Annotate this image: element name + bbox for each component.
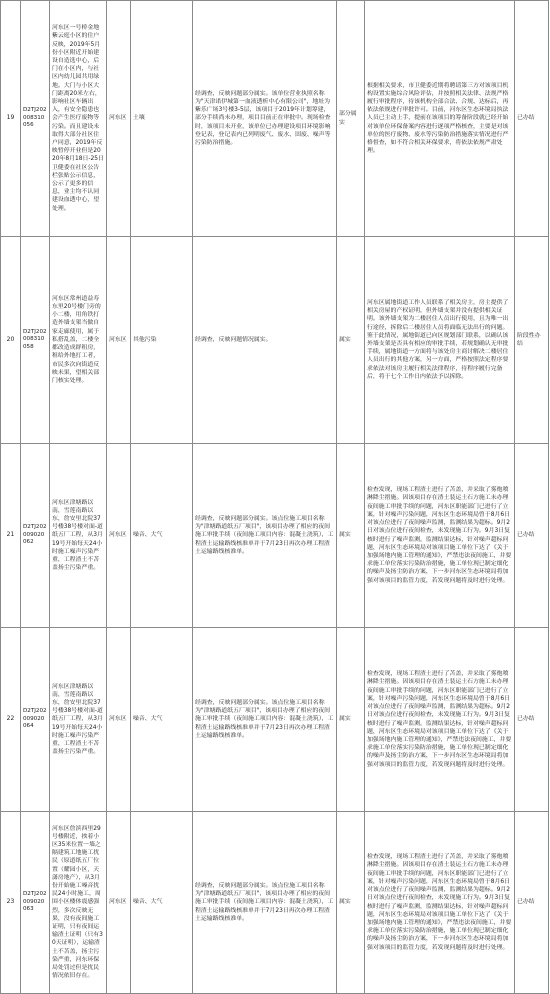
verdict: 部分属实	[337, 1, 365, 237]
pollution-type: 土壤	[131, 1, 193, 237]
pollution-type: 噪音、大气	[131, 444, 193, 628]
verification-result: 经调查，反映问题部分属实。该点位施工项目名称为"津塘路道纸五厂项目"，该项目办理了相应的夜间施工审批手续（夜间施工项目内容：混凝土浇筑），工程渣土运输路线核准单并于7月23日再次办理工程渣土运输路线核准单。	[193, 444, 337, 628]
complaint-content: 河东区常州道益寿东里20号楼门旁的小二楼，用角铁打造外墙支架当做自家走廊使用，属于私搭乱盖，二楼全都改造成群租房，租给外地打工者，市民多次向街道反映未果，望相关部门核实处理。	[50, 237, 107, 444]
table-row	[1, 237, 549, 444]
verdict: 属实	[337, 812, 365, 994]
verification-result: 经调查，反映问题情况属实。	[193, 237, 337, 444]
status: 已办结	[515, 444, 549, 628]
case-id: D2TJ202009020064	[21, 628, 50, 812]
verdict: 属实	[337, 628, 365, 812]
case-id: D2TJ202008310056	[21, 1, 50, 237]
handling-result: 根据相关要求，市卫健委近期将聘请第三方对该项目机构设置实施综合风险评估，并按照相关法律、法规严格履行审批程序，待该机构全部合法、合规、达标后，再依法依规进行审批许可。目前，河东区生态环境局执法人员已主动上手，提前在该项目的筹备阶段就已经开始对该单位环保备案内容进行逐项严格核查，主要是对该单位的医疗废物、废水等污染防治措施落实情况进行严格督查，如不符合相关环保要求，将依法依规严肃处理。	[365, 1, 515, 237]
handling-result: 检查发现，现场工程渣土进行了苫盖，并采取了雾炮喷淋降尘措施。因该项目存在渣土装运土石方施工未办理夜间施工审批手续的问题，河东区职能部门已进行了立案，针对噪声污染问题，河东区生态环境局曾于8月6日对该点位进行了夜间噪声监测，监测结果为超标。9月2日对该点位进行夜间检查，未发现施工行为。9月3日复核时进行了噪声监测，监测结果达标，针对噪声超标问题，河东区生态环境局对该项目施工单位下达了《关于加强场地内施工管理的通知》，严禁违法夜间施工，并要求施工单位落实污染防治措施，施工单位现已制定细化的噪声及扬尘防治方案，下一步河东区生态环境局将加强对该项目的监管力度，若发现问题将及时进行处理。	[365, 444, 515, 628]
row-number: 20	[1, 237, 21, 444]
row-number: 23	[1, 812, 21, 994]
status: 阶段性办结	[515, 237, 549, 444]
row-number: 19	[1, 1, 21, 237]
district: 河东区	[107, 1, 131, 237]
status: 已办结	[515, 1, 549, 237]
pollution-type: 噪音、大气	[131, 628, 193, 812]
handling-result: 检查发现，现场工程渣土进行了苫盖，并采取了雾炮喷淋降尘措施。因该项目存在渣土装运土石方施工未办理夜间施工审批手续的问题，河东区职能部门已进行了立案，针对噪声污染问题，河东区生态环境局曾于8月6日对该点位进行了夜间噪声监测，监测结果为超标。9月2日对该点位进行夜间检查，未发现施工行为。9月3日复核时进行了噪声监测，监测结果达标，针对噪声超标问题，河东区生态环境局对该项目施工单位下达了《关于加强场地内施工管理的通知》，严禁违法夜间施工，并要求施工单位落实污染防治措施，施工单位现已制定细化的噪声及扬尘防治方案，下一步河东区生态环境局将加强对该项目的监管力度，若发现问题将及时进行处理。	[365, 812, 515, 994]
verification-result: 经调查，反映问题部分属实。该单位营业执照名称为"天津诺伊城第一血液透析中心有限公司"，地址为紫乐广场3号楼3-5层，该项目于2019年计划筹建，部分手续尚未办理，项目目前正在审批中。现场检查时，该项目未开业，该单位已办理建设项目环境影响登记表，登记表内已列明废气、废水、固废、噪声等污染防治措施。	[193, 1, 337, 237]
verdict: 属实	[337, 237, 365, 444]
table-row	[1, 812, 549, 994]
table-row	[1, 628, 549, 812]
district: 河东区	[107, 237, 131, 444]
case-id: D2TJ202009020063	[21, 812, 50, 994]
table-row	[1, 1, 549, 237]
handling-result: 检查发现，现场工程渣土进行了苫盖，并采取了雾炮喷淋降尘措施。因该项目存在渣土装运土石方施工未办理夜间施工审批手续的问题，河东区职能部门已进行了立案，针对噪声污染问题，河东区生态环境局曾于8月6日对该点位进行了夜间噪声监测，监测结果为超标。9月2日对该点位进行夜间检查，未发现施工行为。9月3日复核时进行了噪声监测，监测结果达标，针对噪声超标问题，河东区生态环境局对该项目施工单位下达了《关于加强场地内施工管理的通知》，严禁违法夜间施工，并要求施工单位落实污染防治措施，施工单位现已制定细化的噪声及扬尘防治方案，下一步河东区生态环境局将加强对该项目的监管力度，若发现问题将及时进行处理。	[365, 628, 515, 812]
complaint-content: 河东区津塘路以南，雪莲南路以东，詹安里北院37号楼38号楼对面-道纸五厂工程，从3月19号开始每天24小时施工噪声污染严重，工程渣土不苫盖扬尘污染严重。	[50, 444, 107, 628]
verification-result: 经调查，反映问题部分属实。该点位施工项目名称为"津塘路道纸五厂项目"，该项目办理了相应的夜间施工审批手续（夜间施工项目内容：混凝土浇筑），工程渣土运输路线核准单并于7月23日再次办理工程渣土运输路线核准单。	[193, 628, 337, 812]
handling-result: 河东区属地街道工作人员联系了相关房主，房主提供了相关房屋的产权证明，但外墙支架并没有提供相关证明。该外墙支架为二楼居住人员出行使用，且为唯一出行途径，拆除后二楼居住人员将面临无法出行的问题。鉴于此情况，属地街道已向区规划部门联系，以确认该外墙支架是否具有相应的审批手续，若规划确认无审批手续，属地街道一方面将与该处房主商讨解决二楼居住人员出行的其他方案，另一方面，严格按照法定程序要求依法对该房主履行相关法律程序，待程序履行完备后，将于七个工作日内依法予以拆除。	[365, 237, 515, 444]
status: 已办结	[515, 812, 549, 994]
complaint-content: 河东区津塘路以南，雪莲南路以东，詹安里北院37号楼38号楼对面-道纸五厂工程，从3月19号开始每天24小时施工噪声污染严重，工程渣土不苫盖扬尘污染严重。	[50, 628, 107, 812]
row-number: 21	[1, 444, 21, 628]
verdict: 属实	[337, 444, 365, 628]
district: 河东区	[107, 812, 131, 994]
district: 河东区	[107, 444, 131, 628]
case-id: D2TJ202009020062	[21, 444, 50, 628]
district: 河东区	[107, 628, 131, 812]
complaint-content: 河东区詹滨西里29号楼附近，挨着小区35米位置一墙之隔建筑工地施工扰民（原道纸五厂位置（耀园小区，天潇房地产），从3月份开始施工嗓音扰民24小时施工，周围小区楼体震感强烈，多次反映无果，没有夜间施工证明，只有夜间运输渣土证明（只有30天证明），运输渣土不苫盖，扬尘污染严重，河东环保局处罚过但是扰民情况依旧存在。	[50, 812, 107, 994]
status: 已办结	[515, 628, 549, 812]
row-number: 22	[1, 628, 21, 812]
case-id: D2TJ202008310058	[21, 237, 50, 444]
table-row	[1, 444, 549, 628]
pollution-type: 其他污染	[131, 237, 193, 444]
verification-result: 经调查，反映问题部分属实。该点位施工项目名称为"津塘路道纸五厂项目"，该项目办理了相应的夜间施工审批手续（夜间施工项目内容：混凝土浇筑），工程渣土运输路线核准单并于7月23日再次办理工程渣土运输路线核准单。	[193, 812, 337, 994]
pollution-type: 噪音、大气	[131, 812, 193, 994]
complaint-content: 河东区一号桥金地紫云庭小区的住户反映，2019年5月份小区附近开始建设自造选中心，后门在小区内，与社区内幼儿园共用绿地。大门与小区大门距离20米左右，影响社区车辆出入，有安全隐患也会产生医疗废物等污染。而且建设未取得大部分社区住户同意，2019年反映暂停开业但是2020年8月18日-25日卫健委在社区公告栏张贴公示信息，公示了更多的信息，业主均不认同建设血透中心，望处理。	[50, 1, 107, 237]
